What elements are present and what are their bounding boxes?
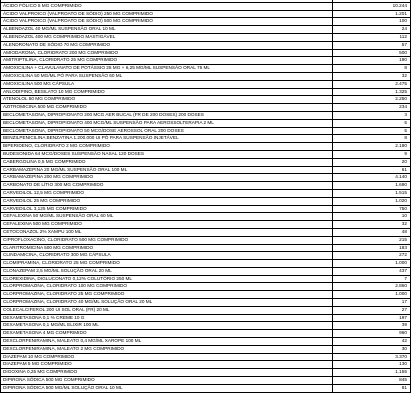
medication-name-cell: CLOREXIDINA, DIGLUCONATO 0,12% COLUTÓRIO 250 ML — [1, 275, 333, 283]
quantity-cell: 39 — [333, 322, 411, 330]
medication-name-cell: CLARITROMICINA 500 MG COMPRIMIDO — [1, 244, 333, 252]
table-row — [1, 260, 411, 268]
quantity-cell: 1.000 — [333, 291, 411, 299]
medication-name-cell: DEXCLORFENIRAMINA, MALEATO 2 MG COMPRIMIDO — [1, 345, 333, 353]
medication-name-cell: DIGOXINA 0,25 MG COMPRIMIDO — [1, 369, 333, 377]
table-row — [1, 150, 411, 158]
medication-name-cell: CETOCONAZOL 2% XAMPU 100 ML — [1, 228, 333, 236]
medication-name-cell: CARVEDILOL 12,5 MG COMPRIMIDO — [1, 189, 333, 197]
quantity-cell: 1.515 — [333, 189, 411, 197]
medication-name-cell: AZITROMICINA 500 MG COMPRIMIDO — [1, 104, 333, 112]
medication-name-cell: DIPIRONA SÓDICA 500 MG/ML SOLUÇÃO ORAL 10 ML — [1, 384, 333, 392]
quantity-cell: 130 — [333, 361, 411, 369]
table-row — [1, 119, 411, 127]
table-row — [1, 143, 411, 151]
table-row — [1, 49, 411, 57]
medication-name-cell: BECLOMETASONA, DIPROPIONATO 400 MCG/ML SUSPENSÃO PARA AEROSSOLTERAPIA 2 ML — [1, 119, 333, 127]
table-row — [1, 205, 411, 213]
medication-name-cell: BIPERIDENO, CLORIDRATO 2 MG COMPRIMIDO — [1, 143, 333, 151]
quantity-cell: 197 — [333, 314, 411, 322]
quantity-cell: 5 — [333, 127, 411, 135]
quantity-cell: 81 — [333, 384, 411, 392]
table-row — [1, 267, 411, 275]
quantity-cell: 2.250 — [333, 96, 411, 104]
table-row — [1, 18, 411, 26]
quantity-cell: 215 — [333, 236, 411, 244]
medication-name-cell: ÁCIDO VALPROICO (VALPROATO DE SÓDIO) 250 MG COMPRIMIDO — [1, 10, 333, 18]
table-row — [1, 65, 411, 73]
table-row — [1, 283, 411, 291]
medication-name-cell: BENZILPENICILINA BENZATINA 1.200.000 UI PÓ PARA SUSPENSÃO INJETÁVEL — [1, 135, 333, 143]
medication-name-cell: BECLOMETASONA, DIPROPIONATO 50 MCG/DOSE AEROSSOL ORAL 200 DOSES — [1, 127, 333, 135]
table-row — [1, 299, 411, 307]
quantity-cell: 27 — [333, 306, 411, 314]
quantity-cell: 1.155 — [333, 369, 411, 377]
quantity-cell: 9 — [333, 150, 411, 158]
quantity-cell: 1.020 — [333, 197, 411, 205]
medication-name-cell: COLECALCIFEROL 200 UI SOL ORAL (FR) 20 ML — [1, 306, 333, 314]
quantity-cell: 30 — [333, 345, 411, 353]
quantity-cell: 190 — [333, 57, 411, 65]
quantity-cell: 4.140 — [333, 174, 411, 182]
quantity-cell: 2.860 — [333, 283, 411, 291]
table-row — [1, 174, 411, 182]
quantity-cell: 750 — [333, 205, 411, 213]
quantity-cell: 272 — [333, 252, 411, 260]
table-row — [1, 236, 411, 244]
quantity-cell: 1.000 — [333, 260, 411, 268]
table-row — [1, 72, 411, 80]
table-row — [1, 221, 411, 229]
table-row — [1, 330, 411, 338]
quantity-cell: 8 — [333, 135, 411, 143]
table-row — [1, 135, 411, 143]
medication-name-cell: CLOMIPRAMINA, CLORIDRATO 25 MG COMPRIMIDO — [1, 260, 333, 268]
medication-name-cell: CLORPROMAZINA, CLORIDRATO 100 MG COMPRIMIDO — [1, 283, 333, 291]
quantity-cell: 32 — [333, 72, 411, 80]
table-row — [1, 57, 411, 65]
medication-name-cell: AMIODARONA, CLORIDRATO 200 MG COMPRIMIDO — [1, 49, 333, 57]
table-row — [1, 291, 411, 299]
quantity-cell: 48 — [333, 228, 411, 236]
quantity-cell: 2.475 — [333, 80, 411, 88]
medication-name-cell: CIPROFLOXACINO, CLORIDRATO 500 MG COMPRIMIDO — [1, 236, 333, 244]
table-row — [1, 158, 411, 166]
quantity-cell: 8 — [333, 65, 411, 73]
table-row — [1, 10, 411, 18]
medication-name-cell: ANLODIPINO, BESILATO 10 MG COMPRIMIDO — [1, 88, 333, 96]
medication-name-cell: ÁCIDO FÓLICO 5 MG COMPRIMIDO — [1, 2, 333, 10]
quantity-cell: 437 — [333, 267, 411, 275]
table-row — [1, 338, 411, 346]
quantity-cell: 7 — [333, 275, 411, 283]
medication-name-cell: CEFALEXINA 50 MG/ML SUSPENSÃO ORAL 60 ML — [1, 213, 333, 221]
table-row — [1, 384, 411, 392]
quantity-cell: 183 — [333, 244, 411, 252]
medication-name-cell: ALBENDAZOL 400 MG COMPRIMIDO MASTIGÁVEL — [1, 33, 333, 41]
medication-name-cell: AMOXICILINA + CLAVULANATO DE POTÁSSIO 25 MG + 6,25 MG/ML SUSPENSÃO ORAL 75 ML — [1, 65, 333, 73]
table-row — [1, 322, 411, 330]
medication-name-cell: CLORPROMAZINA, CLORIDRATO 40 MG/ML SOLUÇÃO ORAL 20 ML — [1, 299, 333, 307]
table-row — [1, 189, 411, 197]
table-row — [1, 41, 411, 49]
medication-name-cell: CABERGOLINA 0,5 MG COMPRIMIDO — [1, 158, 333, 166]
medication-name-cell: CLORPROMAZINA, CLORIDRATO 25 MG COMPRIMIDO — [1, 291, 333, 299]
table-row — [1, 244, 411, 252]
table-row — [1, 33, 411, 41]
medication-name-cell: DIAZEPAM 10 MG COMPRIMIDO — [1, 353, 333, 361]
table-row — [1, 26, 411, 34]
quantity-cell: 845 — [333, 377, 411, 385]
medication-name-cell: CARBAMAZEPINA 20 MG/ML SUSPENSÃO ORAL 100 ML — [1, 166, 333, 174]
medication-name-cell: DEXAMETASONA 0,1 % CREME 10 G — [1, 314, 333, 322]
quantity-cell: 2.180 — [333, 143, 411, 151]
quantity-cell: 100 — [333, 18, 411, 26]
medication-name-cell: CARBAMAZEPINA 200 MG COMPRIMIDO — [1, 174, 333, 182]
medication-name-cell: DEXCLORFENIRAMINA, MALEATO 0,4 MG/ML XAROPE 100 ML — [1, 338, 333, 346]
medication-name-cell: CARVEDILOL 25 MG COMPRIMIDO — [1, 197, 333, 205]
table-row — [1, 275, 411, 283]
medication-name-cell: AMOXICILINA 500 MG CÁPSULA — [1, 80, 333, 88]
medication-name-cell: AMOXICILINA 50 MG/ML PÓ PARA SUSPENSÃO 60 ML — [1, 72, 333, 80]
table-row — [1, 166, 411, 174]
quantity-cell: 24 — [333, 26, 411, 34]
table-row — [1, 353, 411, 361]
table-row — [1, 228, 411, 236]
table-row — [1, 111, 411, 119]
table-row — [1, 197, 411, 205]
medication-name-cell: CLONAZEPAM 2,5 MG/ML SOLUÇÃO ORAL 20 ML — [1, 267, 333, 275]
table-row — [1, 182, 411, 190]
table-row — [1, 306, 411, 314]
quantity-cell: 3.370 — [333, 353, 411, 361]
medication-name-cell: DIAZEPAM 5 MG COMPRIMIDO — [1, 361, 333, 369]
medication-name-cell: DIPIRONA SÓDICA 500 MG COMPRIMIDO — [1, 377, 333, 385]
table-row — [1, 252, 411, 260]
quantity-cell: 1.325 — [333, 88, 411, 96]
medication-name-cell: ÁCIDO VALPROICO (VALPROATO DE SÓDIO) 500 MG COMPRIMIDO — [1, 18, 333, 26]
medication-name-cell: BUDESONIDA 64 MCG/DOSES SUSPENSÃO NASAL 120 DOSES — [1, 150, 333, 158]
quantity-cell: 234 — [333, 104, 411, 112]
table-row — [1, 369, 411, 377]
quantity-cell: 61 — [333, 166, 411, 174]
quantity-cell: 1.690 — [333, 182, 411, 190]
quantity-cell: 5 — [333, 119, 411, 127]
table-row — [1, 361, 411, 369]
medication-name-cell: CARVEDILOL 3,125 MG COMPRIMIDO — [1, 205, 333, 213]
table-row — [1, 345, 411, 353]
table-row — [1, 2, 411, 10]
quantity-cell: 42 — [333, 338, 411, 346]
medication-name-cell: CLINDAMICINA, CLORIDRATO 300 MG CÁPSULA — [1, 252, 333, 260]
table-row — [1, 104, 411, 112]
medication-name-cell: DEXAMETASONA 4 MG COMPRIMIDO — [1, 330, 333, 338]
quantity-cell: 112 — [333, 33, 411, 41]
quantity-cell: 3 — [333, 111, 411, 119]
quantity-cell: 10.244 — [333, 2, 411, 10]
quantity-cell: 32 — [333, 221, 411, 229]
medication-name-cell: ALENDRONATO DE SÓDIO 70 MG COMPRIMIDO — [1, 41, 333, 49]
table-row — [1, 213, 411, 221]
quantity-cell: 17 — [333, 299, 411, 307]
quantity-cell: 960 — [333, 330, 411, 338]
table-row — [1, 127, 411, 135]
quantity-cell: 1.201 — [333, 10, 411, 18]
quantity-cell: 20 — [333, 158, 411, 166]
table-row — [1, 88, 411, 96]
medication-name-cell: AMITRIPTILINA, CLORIDRATO 25 MG COMPRIMIDO — [1, 57, 333, 65]
medication-name-cell: ATENOLOL 50 MG COMPRIMIDO — [1, 96, 333, 104]
table-row — [1, 314, 411, 322]
medication-name-cell: DEXAMETASONA 0,1 MG/ML ELIXIR 100 ML — [1, 322, 333, 330]
table-row — [1, 377, 411, 385]
table-row — [1, 80, 411, 88]
quantity-cell: 57 — [333, 41, 411, 49]
medication-name-cell: BECLOMETASONA, DIPROPIONATO 200 MCG AER BUCAL (FR DE 200 DOSES) 200 DOSES — [1, 111, 333, 119]
quantity-cell: 500 — [333, 49, 411, 57]
medication-name-cell: CARBONATO DE LÍTIO 300 MG COMPRIMIDO — [1, 182, 333, 190]
medication-name-cell: CEFALEXINA 500 MG COMPRIMIDO — [1, 221, 333, 229]
quantity-cell: 10 — [333, 213, 411, 221]
table-row — [1, 96, 411, 104]
medication-name-cell: ALBENDAZOL 40 MG/ML SUSPENSÃO ORAL 10 ML — [1, 26, 333, 34]
